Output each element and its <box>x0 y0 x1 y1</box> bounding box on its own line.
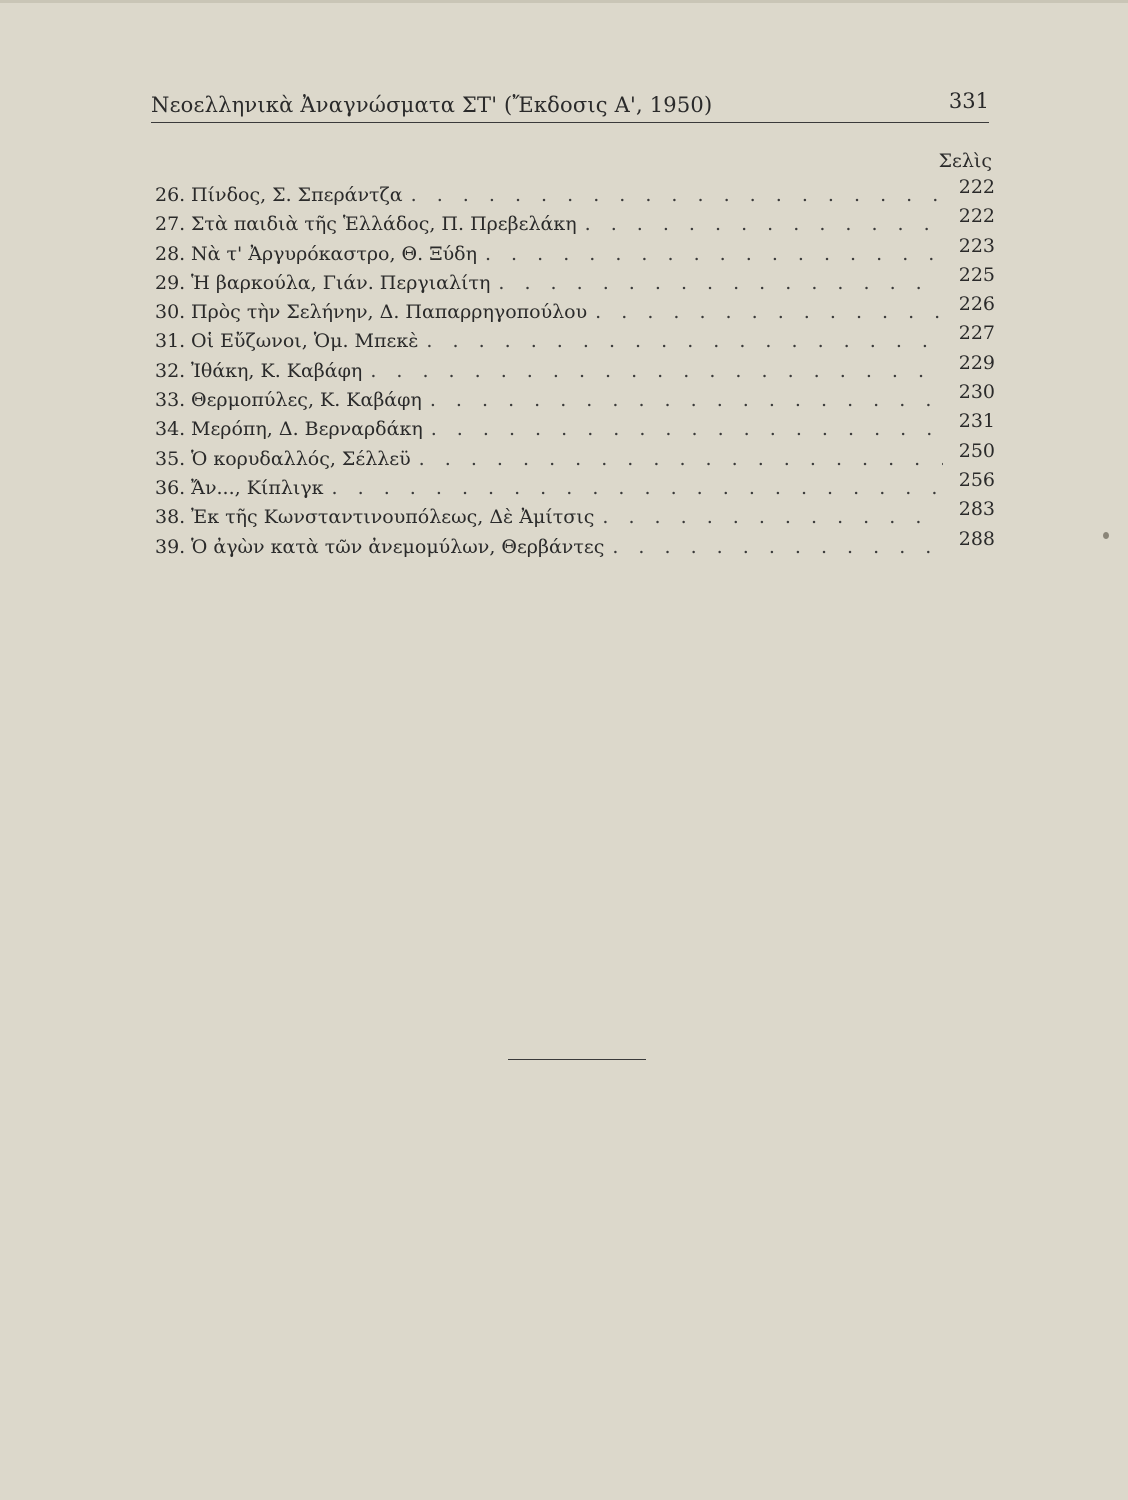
page-number: 331 <box>948 89 989 113</box>
toc-entry-title: Ἡ βαρκούλα, Γιάν. Περγιαλίτη <box>191 271 491 294</box>
toc-entry-title: Μερόπη, Δ. Βερναρδάκη <box>191 418 423 441</box>
toc-entry-number: 36. <box>155 476 186 499</box>
toc-entry-title: Θερμοπύλες, Κ. Καβάφη <box>191 389 422 412</box>
toc-entry-number: 27. <box>155 213 186 236</box>
toc-entry-number: 38. <box>155 506 186 529</box>
margin-mark <box>1103 532 1109 539</box>
toc-entry <box>155 322 995 359</box>
toc-entry-page: 288 <box>958 527 995 550</box>
page-top-edge <box>0 0 1128 3</box>
toc-entry-page: 225 <box>958 263 995 286</box>
header-title: Νεοελληνικὰ Ἀναγνώσματα ΣΤ' (Ἔκδοσις Α', 1950) <box>151 93 713 117</box>
toc-dot-leader <box>430 389 943 411</box>
toc-entry-number: 39. <box>155 535 186 558</box>
toc-entry-page: 227 <box>958 322 995 345</box>
toc-dot-leader <box>411 184 943 206</box>
toc-entry-number: 33. <box>155 389 186 412</box>
toc-dot-leader <box>332 477 943 499</box>
toc-dot-leader <box>485 243 943 265</box>
toc-entry-title: Πίνδος, Σ. Σπεράντζα <box>191 184 403 206</box>
toc-entry <box>155 527 995 565</box>
toc-entry <box>155 381 995 418</box>
toc-dot-leader <box>370 360 943 382</box>
toc-entry <box>155 468 995 506</box>
toc-entry-number: 32. <box>155 359 186 382</box>
toc-dot-leader <box>602 506 943 528</box>
toc-entry-title: Ὁ κορυδαλλός, Σέλλεϋ <box>191 447 411 470</box>
toc-entry-page: 229 <box>958 351 995 374</box>
toc-dot-leader <box>498 272 943 294</box>
toc-entry <box>155 410 995 447</box>
end-rule <box>508 1059 646 1060</box>
toc-entry-number: 31. <box>155 330 186 353</box>
toc-entry <box>155 498 995 535</box>
toc-entry-page: 250 <box>958 439 995 462</box>
toc-entry-page: 256 <box>958 468 995 491</box>
toc-entry-number: 26. <box>155 184 186 206</box>
toc-entry-title: Ἰθάκη, Κ. Καβάφη <box>191 359 363 382</box>
toc-entry-title: Ἄν..., Κίπλιγκ <box>191 476 324 499</box>
toc-entry-title: Στὰ παιδιὰ τῆς Ἑλλάδος, Π. Πρεβελάκη <box>191 213 577 236</box>
toc-entry-title: Ὁ ἀγὼν κατὰ τῶν ἀνεμομύλων, Θερβάντες <box>191 535 605 558</box>
header-rule <box>151 122 989 123</box>
toc-dot-leader <box>612 536 943 558</box>
toc-entry <box>155 176 995 213</box>
toc-entry-page: 231 <box>958 410 995 433</box>
toc-dot-leader <box>585 213 943 235</box>
toc-entry-page: 283 <box>958 498 995 521</box>
toc-entry <box>155 205 995 242</box>
toc-entry-number: 34. <box>155 418 186 441</box>
page-column-label: Σελὶς <box>938 150 992 172</box>
table-of-contents <box>155 176 995 565</box>
toc-entry-page: 222 <box>958 176 995 198</box>
toc-dot-leader <box>419 448 943 470</box>
toc-entry-title: Ἐκ τῆς Κωνσταντινουπόλεως, Δὲ Ἀμίτσις <box>191 506 595 529</box>
toc-entry-page: 222 <box>958 205 995 228</box>
running-header <box>151 89 989 123</box>
toc-entry <box>155 293 995 330</box>
toc-entry <box>155 263 995 301</box>
toc-dot-leader <box>595 301 943 323</box>
toc-entry-title: Πρὸς τὴν Σελήνην, Δ. Παπαρρηγοπούλου <box>191 301 588 324</box>
toc-entry <box>155 351 995 389</box>
toc-entry-title: Νὰ τ' Ἀργυρόκαστρο, Θ. Ξύδη <box>191 242 477 265</box>
toc-entry-number: 30. <box>155 301 186 324</box>
toc-entry <box>155 234 995 272</box>
toc-dot-leader <box>426 330 943 352</box>
toc-entry-number: 35. <box>155 447 186 470</box>
toc-entry-number: 29. <box>155 271 186 294</box>
toc-entry-title: Οἱ Εὔζωνοι, Ὁμ. Μπεκὲ <box>191 330 419 353</box>
toc-entry <box>155 439 995 477</box>
toc-dot-leader <box>431 418 943 440</box>
toc-entry-number: 28. <box>155 242 186 265</box>
toc-entry-page: 226 <box>958 293 995 316</box>
toc-entry-page: 230 <box>958 381 995 404</box>
toc-entry-page: 223 <box>958 234 995 257</box>
